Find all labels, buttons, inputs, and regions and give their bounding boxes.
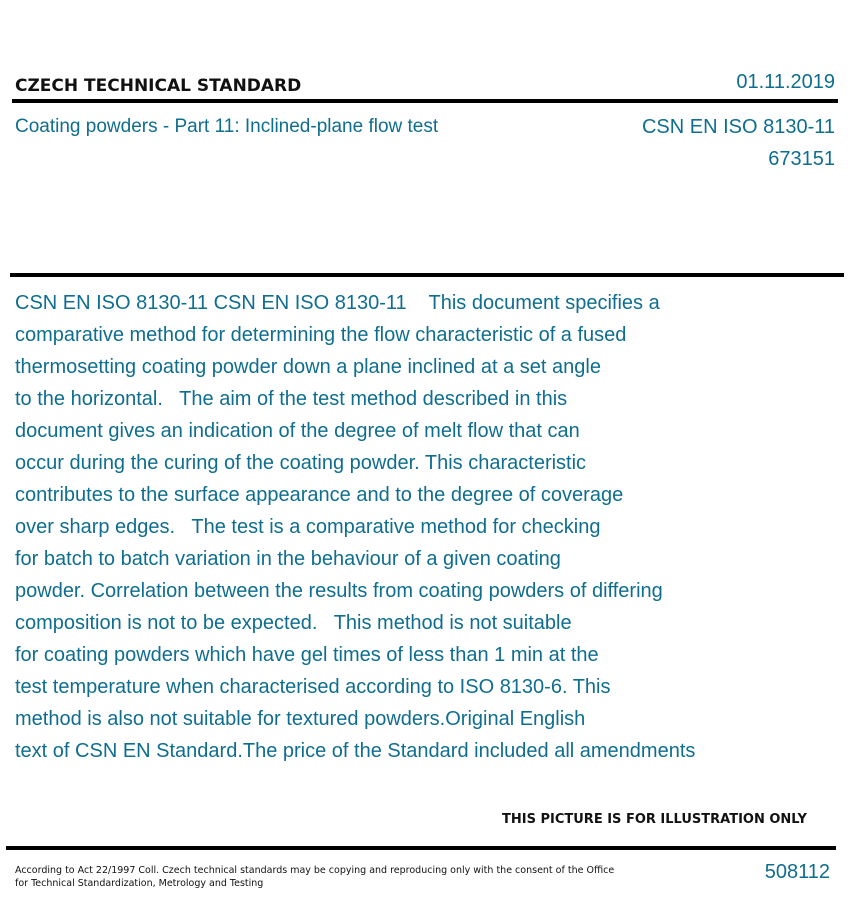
abstract-line: text of CSN EN Standard.The price of the Standard included all amendments bbox=[15, 740, 696, 762]
abstract-line: for batch to batch variation in the behaviour of a given coating bbox=[15, 548, 561, 570]
abstract-line: test temperature when characterised according to ISO 8130-6. This bbox=[15, 676, 611, 698]
abstract-line: powder. Correlation between the results from coating powders of differing bbox=[15, 580, 663, 602]
abstract-line: method is also not suitable for textured powders.Original English bbox=[15, 708, 586, 730]
document-id: 508112 bbox=[764, 861, 830, 883]
abstract-text bbox=[15, 287, 845, 767]
abstract-line: over sharp edges. The test is a comparative method for checking bbox=[15, 516, 601, 538]
abstract-line: composition is not to be expected. This method is not suitable bbox=[15, 612, 572, 634]
footer-divider bbox=[6, 846, 836, 850]
standard-title: Coating powders - Part 11: Inclined-plane flow test bbox=[15, 116, 439, 137]
abstract-line: CSN EN ISO 8130-11 CSN EN ISO 8130-11 This document specifies a bbox=[15, 292, 660, 314]
standard-type-label: CZECH TECHNICAL STANDARD bbox=[15, 76, 302, 96]
legal-notice-line: According to Act 22/1997 Coll. Czech technical standards may be copying and reproducing only with the consent of the Office bbox=[15, 865, 615, 876]
publication-date: 01.11.2019 bbox=[736, 71, 835, 93]
abstract-line: document gives an indication of the degree of melt flow that can bbox=[15, 420, 580, 442]
standard-code: CSN EN ISO 8130-11 bbox=[641, 116, 835, 138]
header-divider bbox=[12, 99, 838, 103]
abstract-line: comparative method for determining the flow characteristic of a fused bbox=[15, 324, 627, 346]
legal-notice-line: for Technical Standardization, Metrology and Testing bbox=[15, 878, 264, 889]
abstract-line: thermosetting coating powder down a plane inclined at a set angle bbox=[15, 356, 601, 378]
abstract-line: occur during the curing of the coating powder. This characteristic bbox=[15, 452, 587, 474]
abstract-top-divider bbox=[10, 273, 844, 277]
abstract-line: for coating powders which have gel times of less than 1 min at the bbox=[15, 644, 599, 666]
legal-notice bbox=[15, 864, 614, 890]
abstract-line: contributes to the surface appearance and to the degree of coverage bbox=[15, 484, 624, 506]
abstract-line: to the horizontal. The aim of the test method described in this bbox=[15, 388, 568, 410]
illustration-note: THIS PICTURE IS FOR ILLUSTRATION ONLY bbox=[502, 812, 807, 827]
catalog-number: 673151 bbox=[768, 148, 835, 170]
